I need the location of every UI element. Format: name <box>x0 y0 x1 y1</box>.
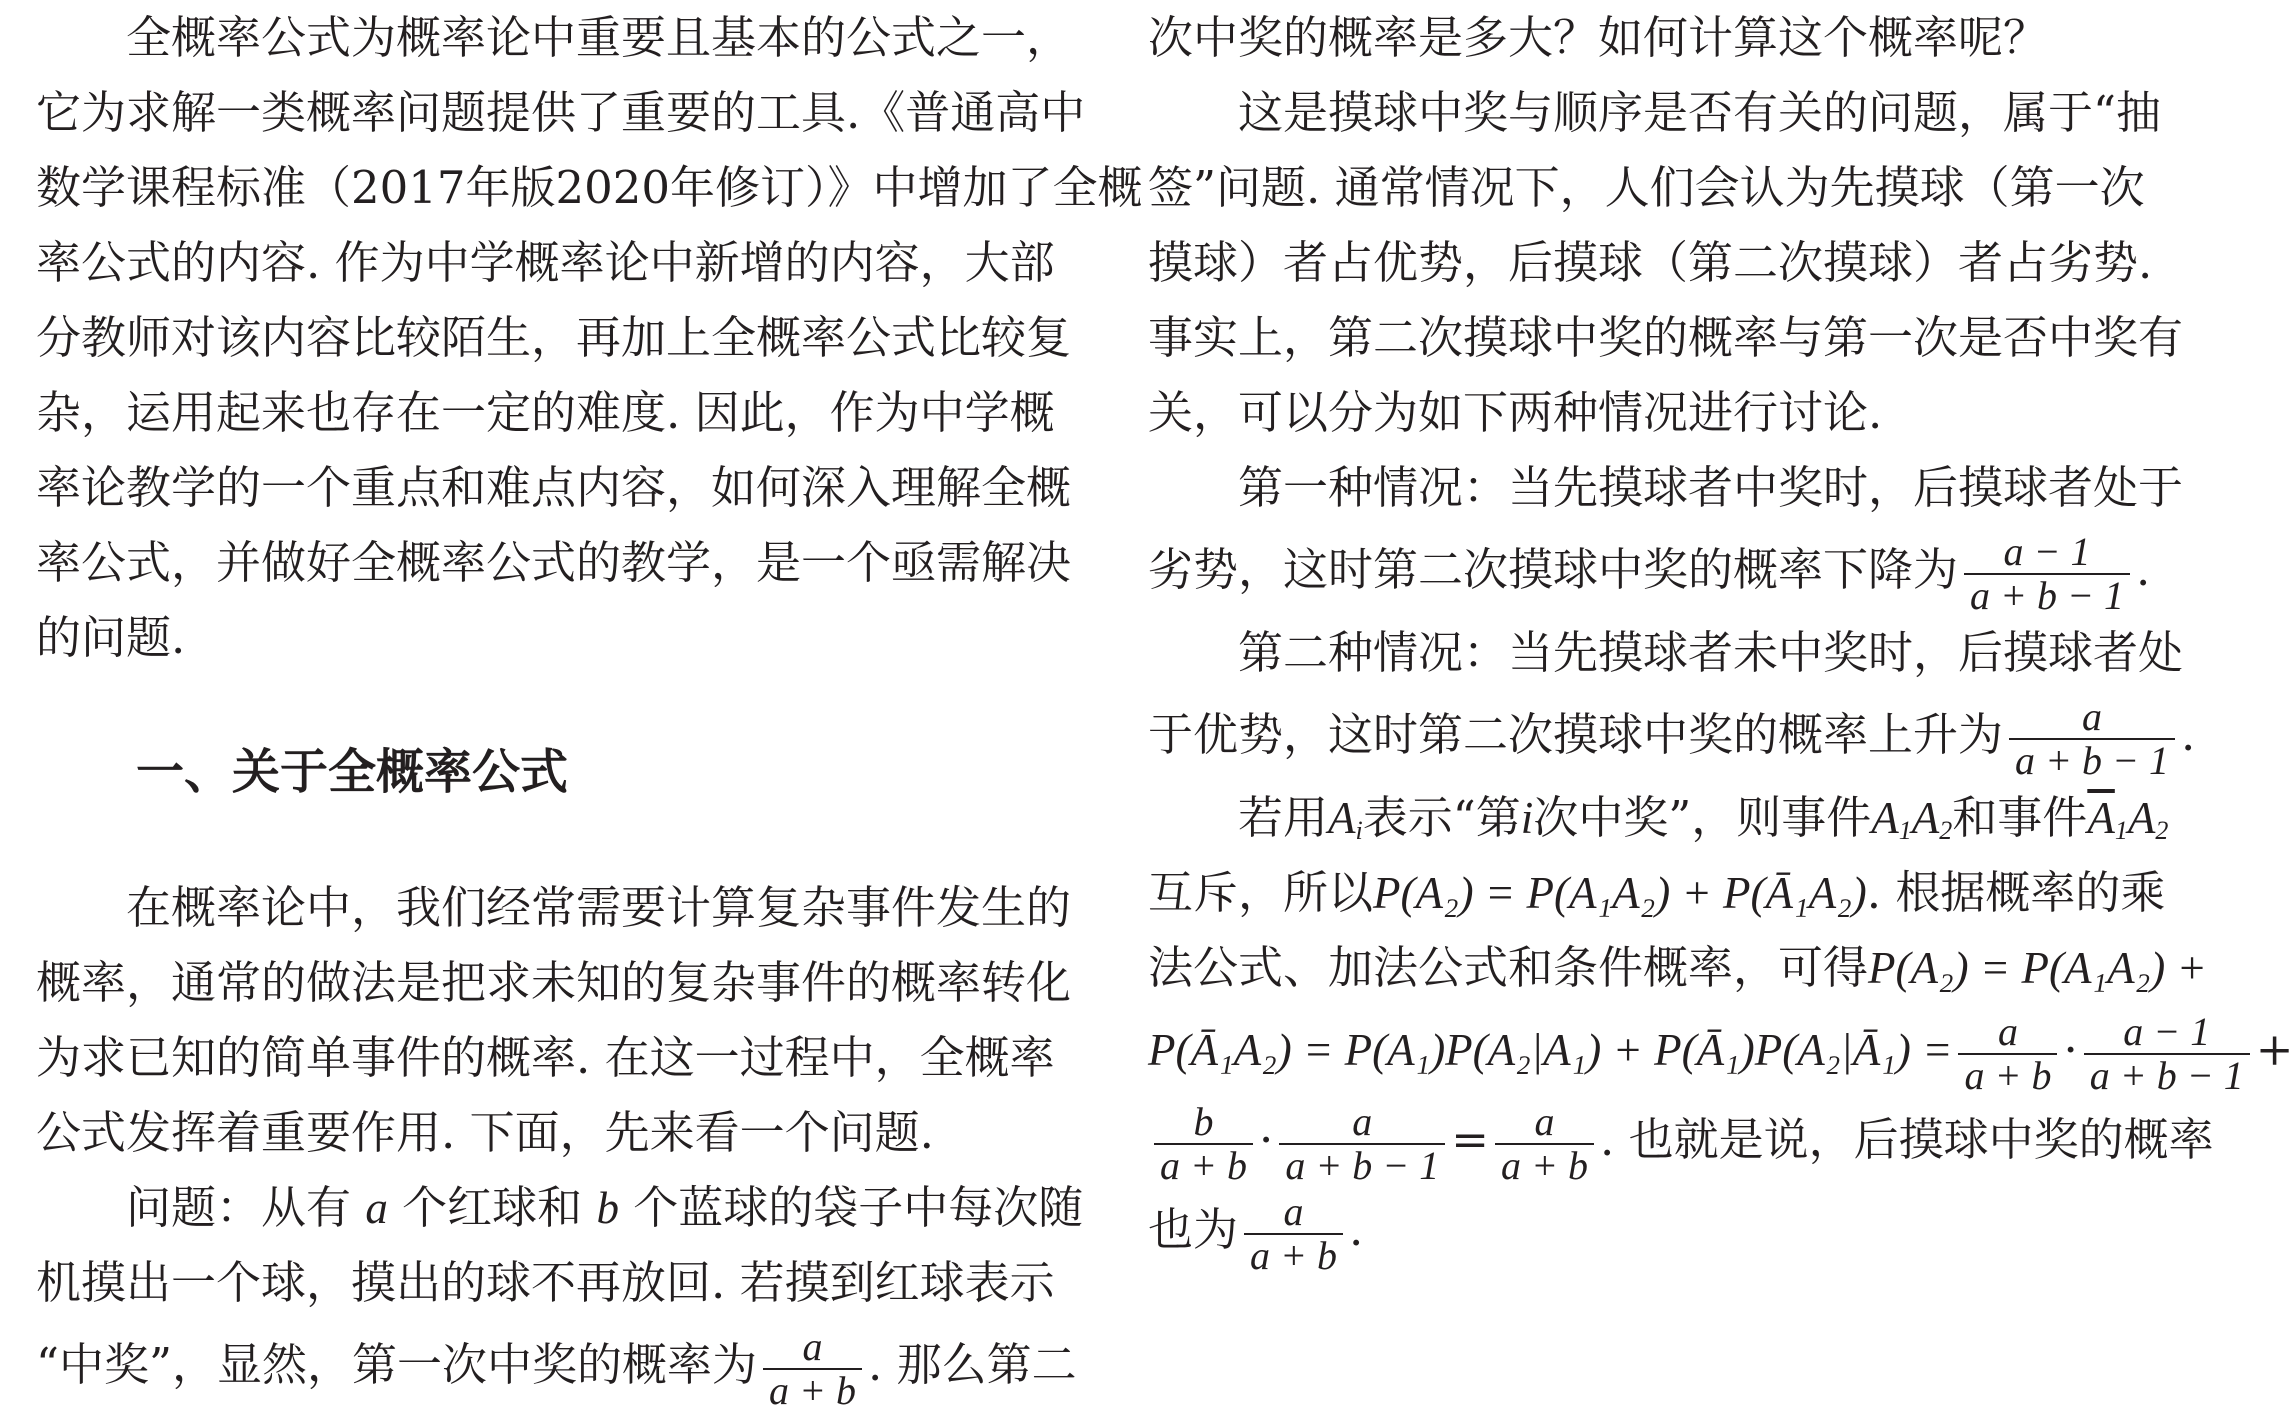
text: 次中奖”，则事件 <box>1533 791 1872 844</box>
denominator: a + b − 1 <box>1970 572 2124 618</box>
operator: · <box>1259 1113 1274 1166</box>
intro-paragraph <box>36 0 1143 675</box>
text: 法公式、加法公式和条件概率，可得 <box>1148 941 1869 994</box>
var-b: b <box>596 1183 619 1233</box>
numerator: a <box>1495 1101 1594 1145</box>
text-line: 第二种情况：当先摸球者未中奖时，后摸球者处 <box>1238 626 2184 679</box>
denominator: a + b <box>1160 1142 1247 1188</box>
fraction <box>1154 1098 1253 1188</box>
operator: · <box>2063 1023 2078 1076</box>
event-line <box>1148 930 2207 1005</box>
text: 问题：从有 <box>126 1181 352 1234</box>
text-line: 全概率公式为概率论中重要且基本的公式之一， <box>126 11 1072 64</box>
text-line: 率公式的内容. 作为中学概率论中新增的内容，大部 <box>36 236 1055 289</box>
continuation <box>1148 0 2194 75</box>
event-nota1a2: $\overline{A}_1A_2$ <box>2087 793 2169 845</box>
numerator: a − 1 <box>1964 531 2130 575</box>
var-a: a <box>365 1183 388 1233</box>
text-line: 签”问题. 通常情况下，人们会认为先摸球（第一次 <box>1148 161 2145 214</box>
equation: P(A₂) = P(A₁A₂) + P(Ā₁A₂) <box>1373 868 1867 918</box>
text: 互斥，所以 <box>1148 866 1374 919</box>
case-one <box>1148 450 2194 618</box>
fraction <box>1964 528 2130 618</box>
text-line: 它为求解一类概率问题提供了重要的工具.《普通高中 <box>36 86 1086 139</box>
equation: P(A₂) = P(A₁A₂) + <box>1868 943 2207 993</box>
text-line: 第一种情况：当先摸球者中奖时，后摸球者处于 <box>1238 461 2184 514</box>
event-a1a2: $A_1A_2$ <box>1871 793 1953 845</box>
symbol: A <box>1328 793 1356 843</box>
numerator: b <box>1154 1101 1253 1145</box>
text-line: 的问题. <box>36 611 186 664</box>
spacer <box>36 675 1082 735</box>
text: . 那么第二 <box>868 1338 1077 1391</box>
paragraph-order <box>1148 75 2194 450</box>
denominator: a + b − 1 <box>2089 1052 2244 1098</box>
section-title: 一、关于全概率公式 <box>136 744 569 800</box>
text: 个红球和 <box>402 1181 583 1234</box>
numerator: a − 1 <box>2084 1011 2250 1055</box>
numerator: a <box>763 1326 862 1370</box>
text: 劣势，这时第二次摸球中奖的概率下降为 <box>1148 543 1959 596</box>
text: . 也就是说，后摸球中奖的概率 <box>1600 1113 2214 1166</box>
fraction <box>2009 693 2175 783</box>
equation: P(Ā₁A₂) = P(A₁)P(A₂|A₁) + P(Ā₁)P(A₂|Ā₁) = <box>1148 1025 1953 1075</box>
text-line: 数学课程标准（2017年版2020年修订）》中增加了全概 <box>36 161 1143 214</box>
text: 也为 <box>1148 1203 1239 1256</box>
operator: + <box>2255 1023 2293 1076</box>
denominator: a + b <box>769 1367 857 1413</box>
fraction <box>1279 1098 1445 1188</box>
denominator: a + b − 1 <box>2015 737 2169 783</box>
text-line: 次中奖的概率是多大？如何计算这个概率呢？ <box>1148 11 2049 64</box>
subscript: i <box>1355 816 1363 845</box>
operator: = <box>1451 1113 1490 1166</box>
equation-line <box>1148 1005 2293 1098</box>
text-line: 分教师对该内容比较陌生，再加上全概率公式比较复 <box>36 311 1072 364</box>
text-line: 率公式，并做好全概率公式的教学，是一个亟需解决 <box>36 536 1072 589</box>
event-line <box>1148 855 2194 930</box>
text-line: 杂，运用起来也存在一定的难度. 因此，作为中学概 <box>36 386 1055 439</box>
text-line: 这是摸球中奖与顺序是否有关的问题，属于“抽 <box>1238 86 2162 139</box>
fraction <box>1958 1008 2057 1098</box>
text-line: 在概率论中，我们经常需要计算复杂事件发生的 <box>126 881 1072 934</box>
case-two <box>1148 615 2196 783</box>
text-line: 率论教学的一个重点和难点内容，如何深入理解全概 <box>36 461 1072 514</box>
text-line: 关，可以分为如下两种情况进行讨论. <box>1148 386 1883 439</box>
text-line: 公式发挥着重要作用. 下面，先来看一个问题. <box>36 1106 934 1159</box>
problem-line <box>36 1320 1082 1413</box>
fraction <box>1244 1188 1343 1278</box>
problem-paragraph <box>36 1170 1084 1413</box>
equation-line <box>1148 1185 2194 1278</box>
problem-line <box>36 1170 1082 1245</box>
case-line <box>1148 525 2194 618</box>
right-column <box>1148 0 2293 1278</box>
text-line: 为求已知的简单事件的概率. 在这一过程中，全概率 <box>36 1031 1055 1084</box>
text: . <box>2136 543 2151 596</box>
text: . 根据概率的乘 <box>1866 866 2166 919</box>
numerator: a <box>1958 1011 2057 1055</box>
numerator: a <box>2009 696 2175 740</box>
event-paragraph <box>1148 780 2293 1278</box>
text: 若用 <box>1238 791 1329 844</box>
text: . <box>1349 1203 1364 1256</box>
text-line: 机摸出一个球，摸出的球不再放回. 若摸到红球表示 <box>36 1256 1055 1309</box>
numerator: a <box>1279 1101 1445 1145</box>
equation-line <box>1148 1095 2214 1188</box>
text-line: 摸球）者占优势，后摸球（第二次摸球）者占劣势. <box>1148 236 2153 289</box>
case-line <box>1148 690 2196 783</box>
fraction <box>2084 1008 2250 1098</box>
text: 个蓝球的袋子中每次随 <box>633 1181 1084 1234</box>
text: “中奖”，显然，第一次中奖的概率为 <box>36 1338 758 1391</box>
event-line <box>1148 780 2194 855</box>
text: . <box>2181 708 2196 761</box>
event-ai <box>1328 793 1363 843</box>
text-line: 事实上，第二次摸球中奖的概率与第一次是否中奖有 <box>1148 311 2184 364</box>
text: 表示“第 <box>1362 791 1521 844</box>
denominator: a + b <box>1964 1052 2052 1098</box>
numerator: a <box>1244 1191 1343 1235</box>
denominator: a + b <box>1250 1232 1338 1278</box>
denominator: a + b − 1 <box>1285 1142 1440 1188</box>
var-i: i <box>1520 793 1534 843</box>
text-line: 概率，通常的做法是把求未知的复杂事件的概率转化 <box>36 956 1072 1009</box>
spacer <box>36 810 1082 870</box>
text: 于优势，这时第二次摸球中奖的概率上升为 <box>1148 708 2004 761</box>
fraction <box>763 1323 862 1413</box>
fraction <box>1495 1098 1594 1188</box>
left-column <box>36 0 1143 1413</box>
denominator: a + b <box>1501 1142 1589 1188</box>
text: 和事件 <box>1952 791 2088 844</box>
body-paragraph <box>36 870 1082 1170</box>
